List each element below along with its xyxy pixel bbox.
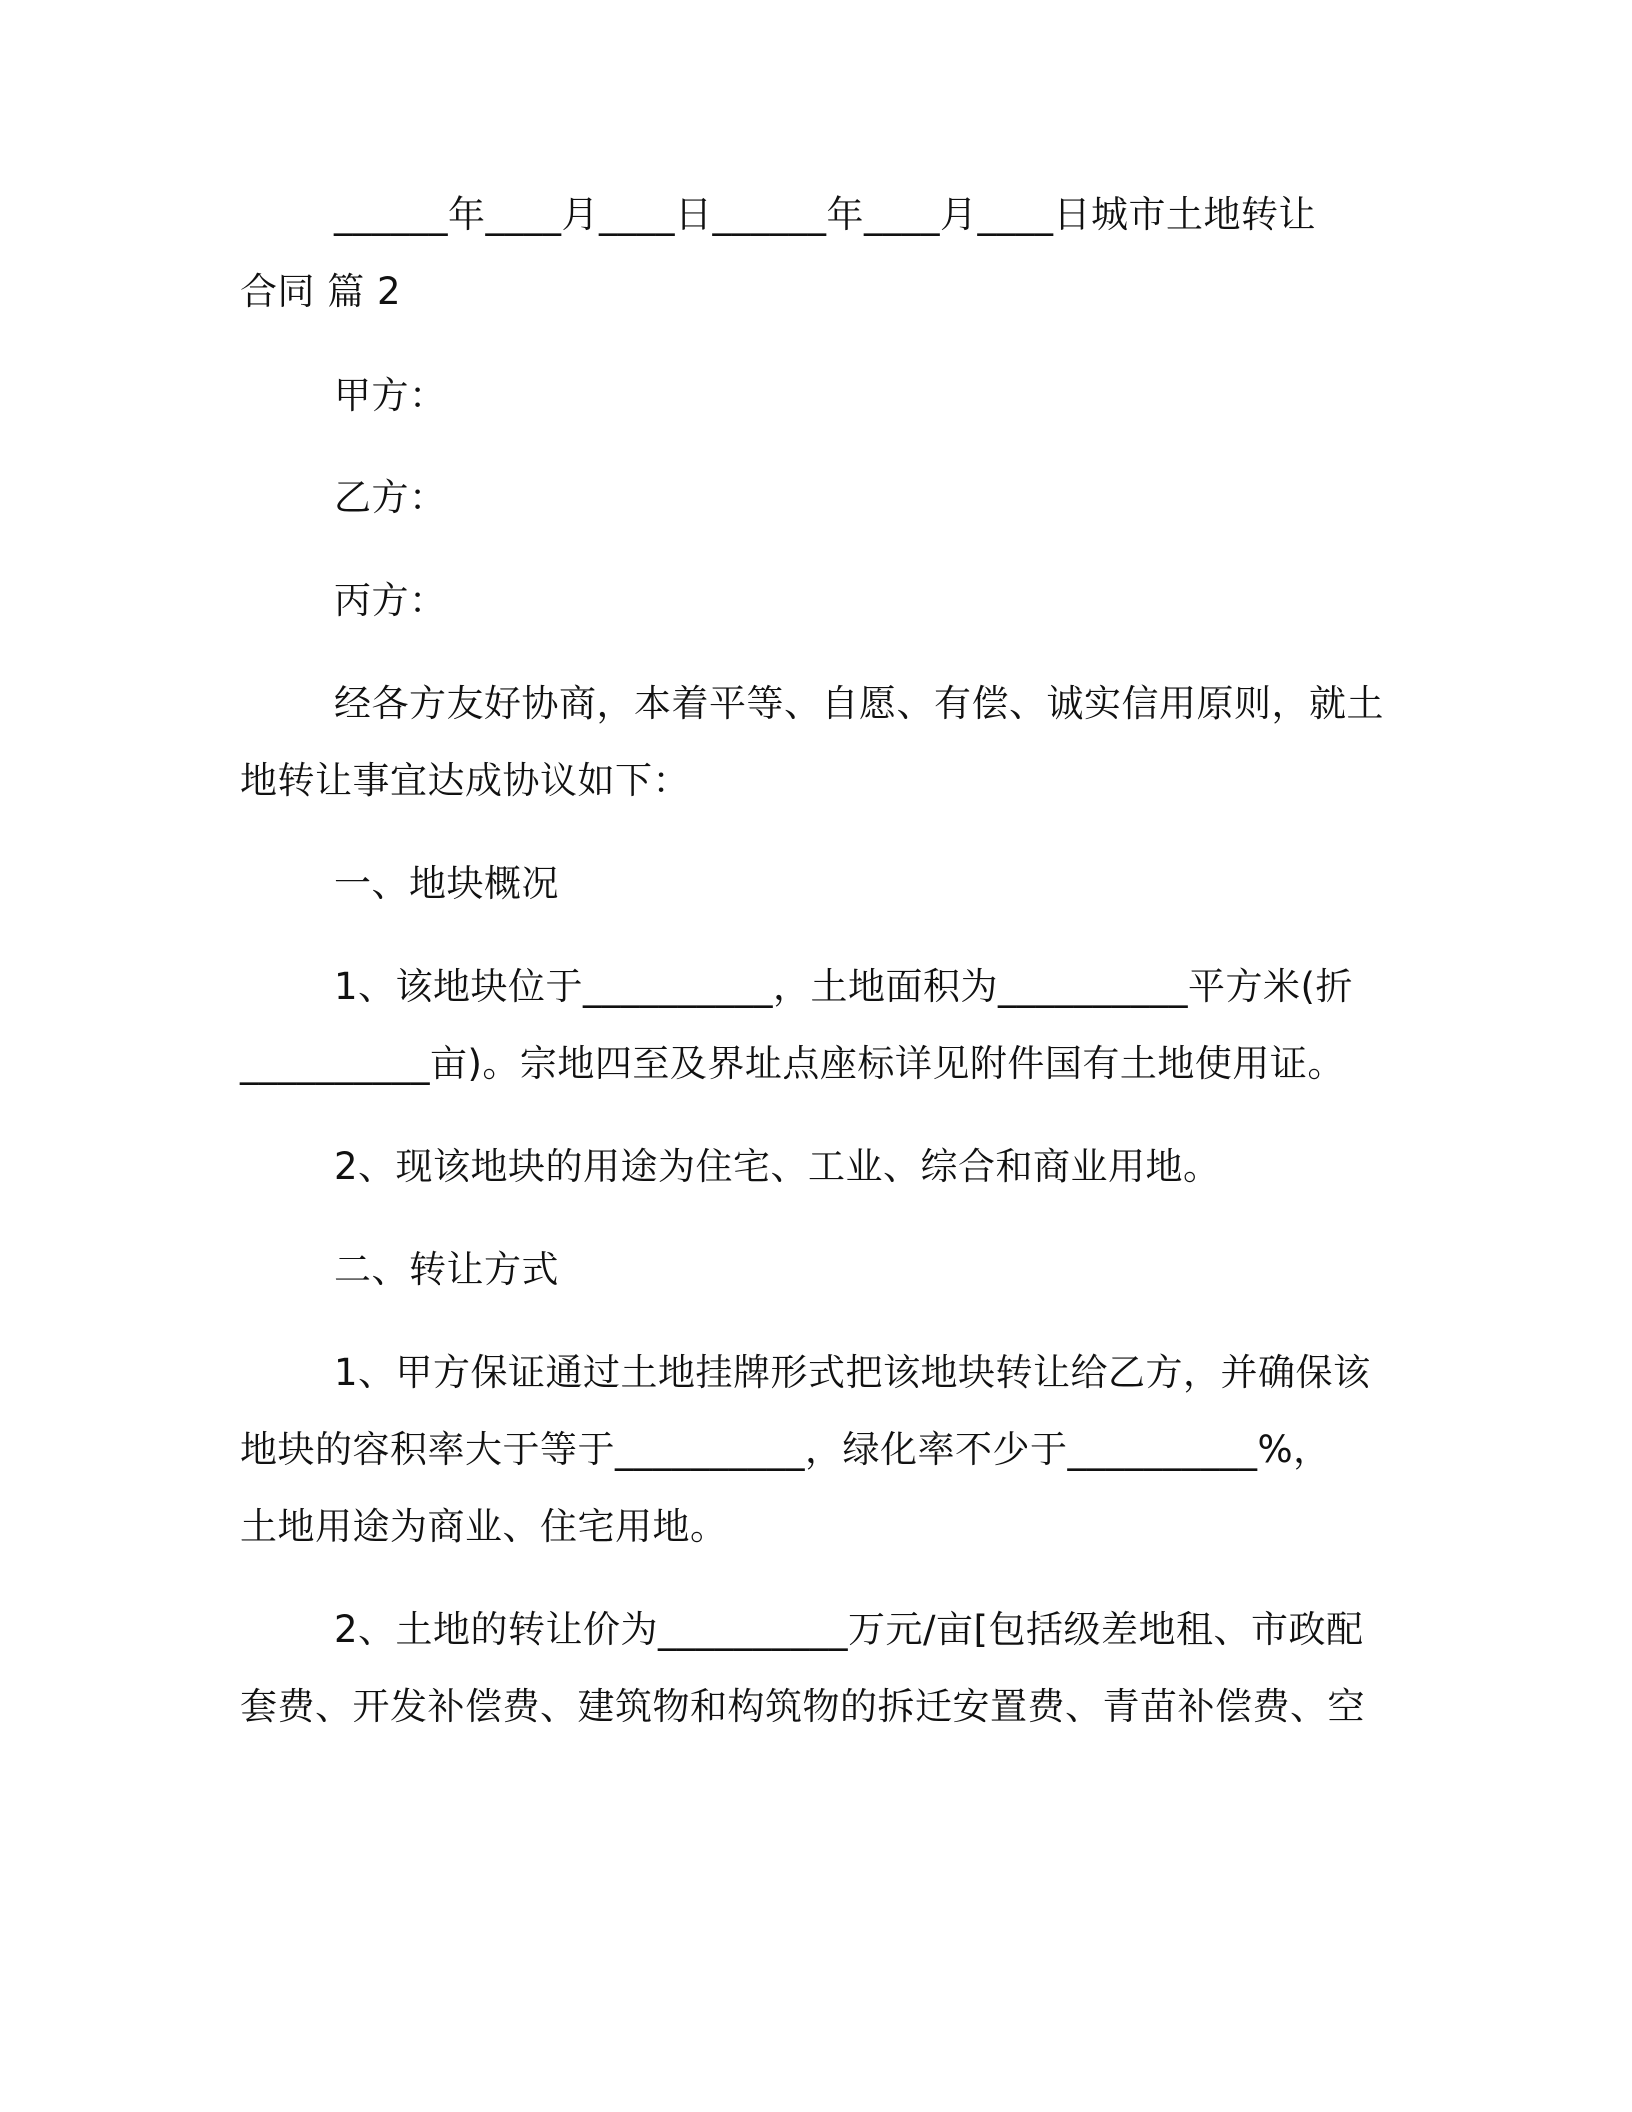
party-a-label: 甲方： [334,374,447,417]
section-2-heading: 二、转让方式 [334,1248,559,1291]
section-2-item-1-line-1: 1、甲方保证通过土地挂牌形式把该地块转让给乙方，并确保该 [334,1351,1371,1394]
party-c-label: 丙方： [334,579,447,622]
section-1-heading: 一、地块概况 [334,862,559,905]
title-line-2: 合同 篇 2 [240,270,402,313]
section-1-item-1-line-2: __________亩)。宗地四至及界址点座标详见附件国有土地使用证。 [240,1042,1345,1085]
preamble-line-2: 地转让事宜达成协议如下： [240,759,690,802]
party-b-label: 乙方： [334,476,447,519]
section-1-item-1-line-1: 1、该地块位于__________，土地面积为__________平方米(折 [334,965,1353,1008]
title-line-1: ______年____月____日______年____月____日城市土地转让 [334,193,1316,236]
section-2-item-1-line-3: 土地用途为商业、住宅用地。 [240,1505,728,1548]
section-2-item-2-line-2: 套费、开发补偿费、建筑物和构筑物的拆迁安置费、青苗补偿费、空 [240,1685,1365,1728]
section-2-item-1-line-2: 地块的容积率大于等于__________，绿化率不少于__________%， [240,1428,1331,1471]
section-1-item-2: 2、现该地块的用途为住宅、工业、综合和商业用地。 [334,1145,1221,1188]
section-2-item-2-line-1: 2、土地的转让价为__________万元/亩[包括级差地租、市政配 [334,1608,1364,1651]
preamble-line-1: 经各方友好协商，本着平等、自愿、有偿、诚实信用原则，就土 [334,682,1384,725]
